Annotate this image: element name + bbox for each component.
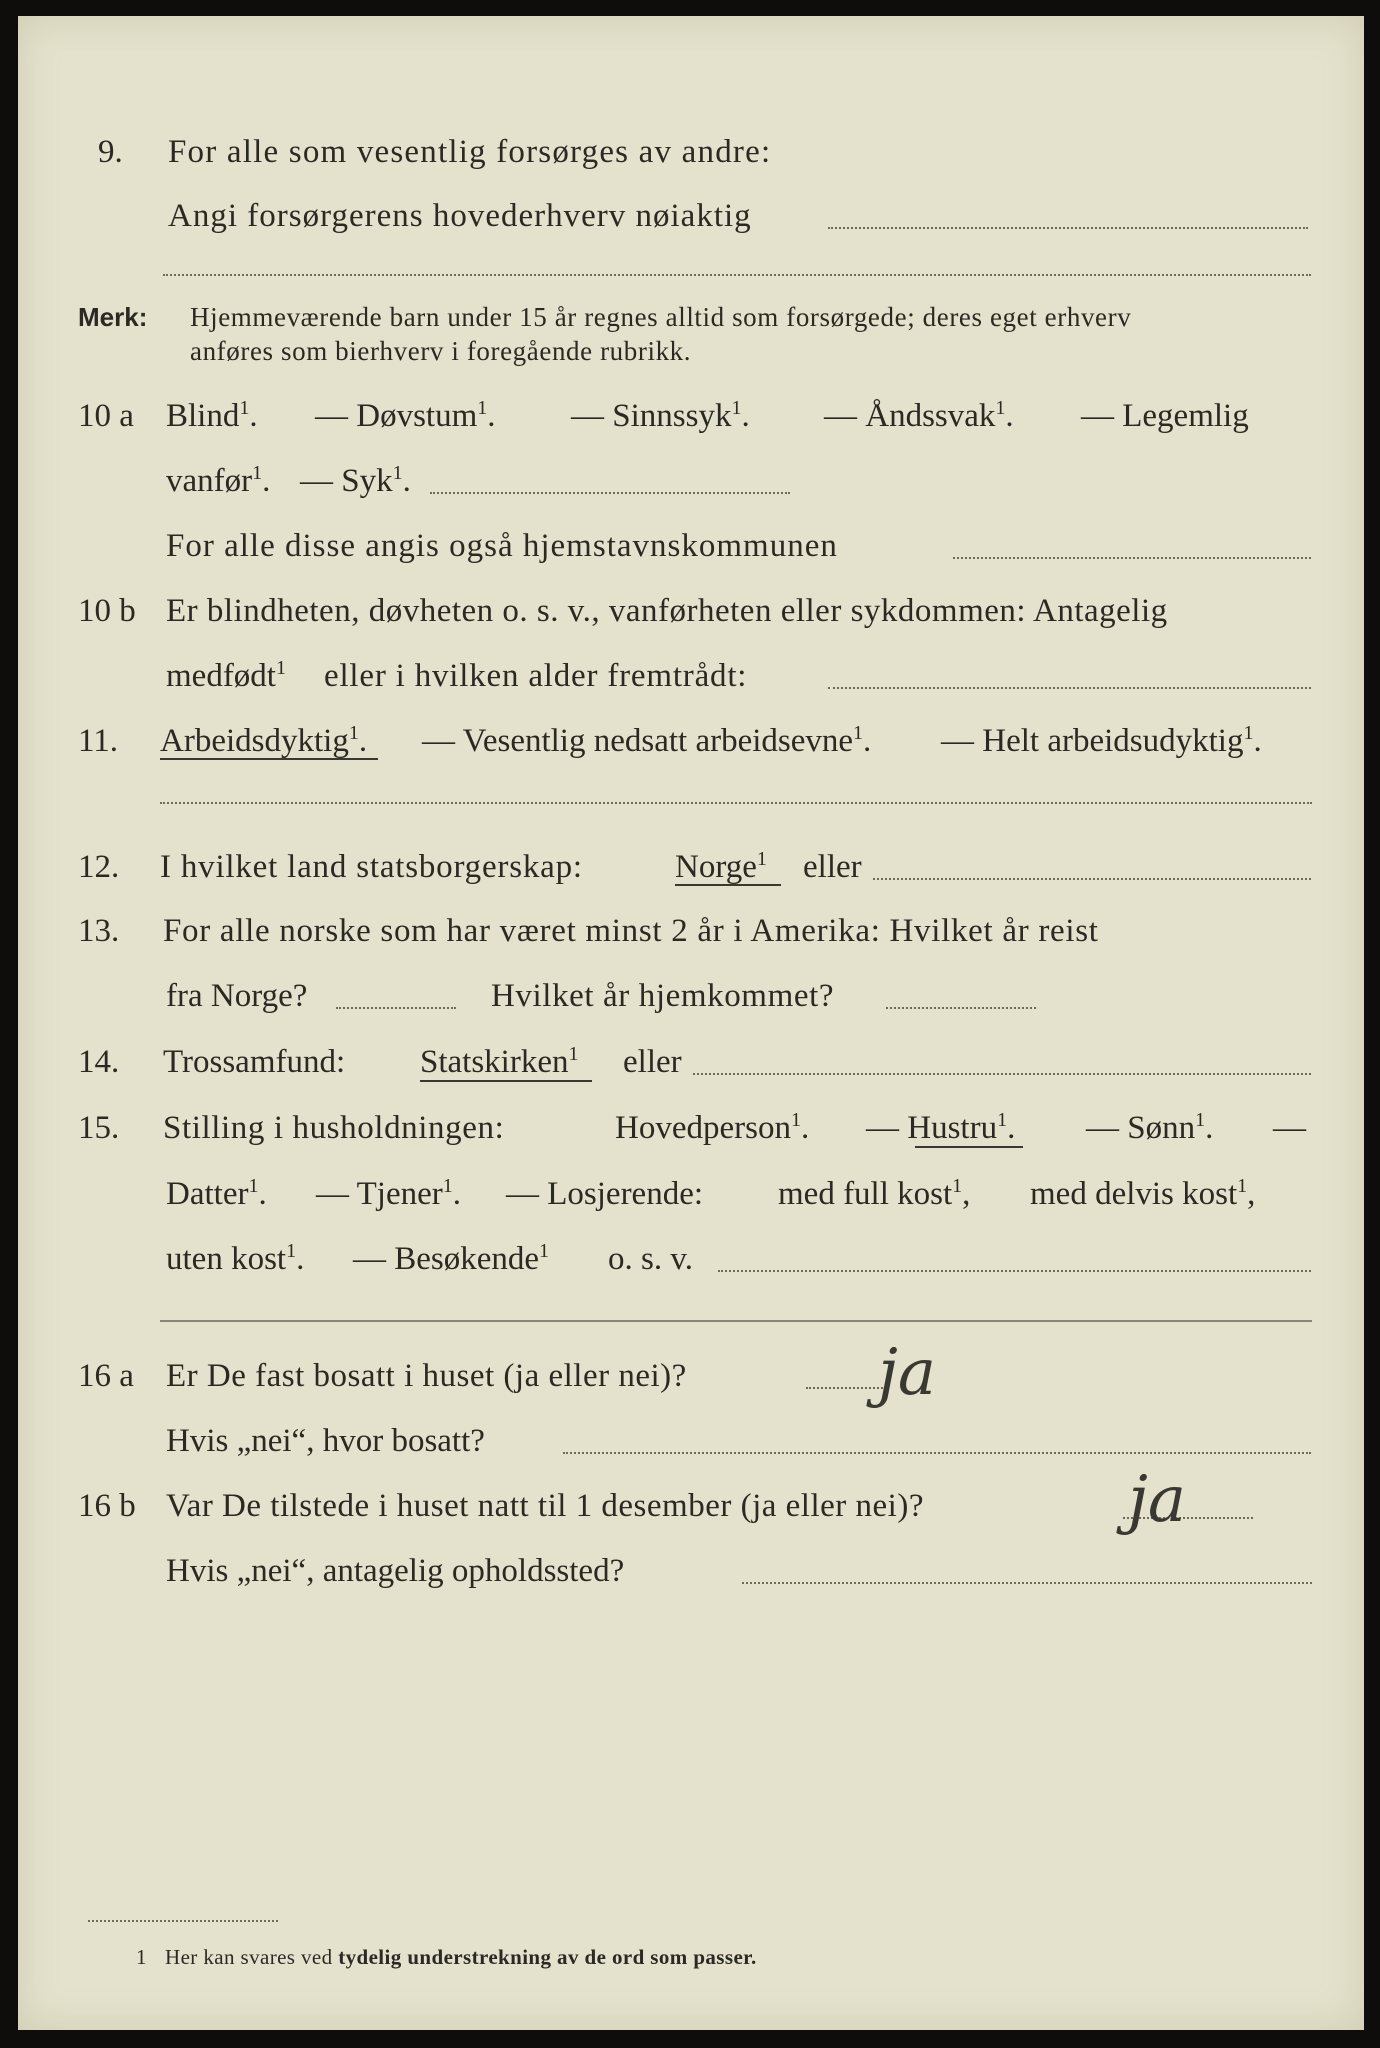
q10b-text-line2: eller i hvilken alder fremtrådt: xyxy=(324,658,748,694)
q10a-line2 xyxy=(18,456,1364,506)
q14-line xyxy=(18,1037,1364,1087)
q16b-line2 xyxy=(18,1546,1364,1596)
q15-answer-line[interactable] xyxy=(718,1270,1311,1272)
q16a-line1 xyxy=(18,1351,1364,1401)
q11-vesentlig: — Vesentlig nedsatt arbeidsevne$^1$. xyxy=(422,722,872,759)
q16b-text-line1: Var De tilstede i huset natt til 1 desember (ja eller nei)? xyxy=(166,1488,924,1524)
q15-number: 15. xyxy=(78,1110,120,1146)
q16a-handwritten-answer: ja xyxy=(878,1336,936,1410)
q15-hustru: — Hustru$^1$. xyxy=(866,1109,1016,1146)
q9-text-line2: Angi forsørgerens hovederhverv nøiaktig xyxy=(168,198,752,234)
q15-stilling: Stilling i husholdningen: xyxy=(163,1110,505,1146)
q16b-handwritten-answer: ja xyxy=(1128,1463,1186,1537)
q11-helt: — Helt arbeidsudyktig$^1$. xyxy=(941,722,1262,759)
q12-norge: Norge$^1$ xyxy=(675,848,767,885)
q10a-syk-answer-line[interactable] xyxy=(430,492,790,494)
q10b-line1 xyxy=(18,586,1364,636)
census-form-page xyxy=(18,16,1364,2030)
q9-line1 xyxy=(18,127,1364,177)
q10a-blind: Blind$^1$. xyxy=(166,397,258,434)
q10a-line3 xyxy=(18,521,1364,571)
q10a-andssvak: — Åndssvak$^1$. xyxy=(824,397,1014,434)
q13-line2 xyxy=(18,971,1364,1021)
q10a-sinnssyk: — Sinnssyk$^1$. xyxy=(571,397,750,434)
q10a-vanfor: vanfør$^1$. xyxy=(166,462,271,499)
q9-line2 xyxy=(18,191,1364,241)
q13-hjemkommet-answer-line[interactable] xyxy=(886,1007,1036,1009)
q15-datter: Datter$^1$. xyxy=(166,1175,267,1212)
q10a-hjemstavn-answer-line[interactable] xyxy=(953,557,1311,559)
q13-hjemkommet: Hvilket år hjemkommet? xyxy=(491,978,835,1014)
footnote-rule xyxy=(88,1920,278,1922)
q16a-number: 16 a xyxy=(78,1358,134,1394)
q15-line2 xyxy=(18,1169,1364,1219)
q11-arbeidsdyktig: Arbeidsdyktig$^1$. xyxy=(160,722,368,759)
q10a-number: 10 a xyxy=(78,398,134,434)
q15-hustru-underline xyxy=(915,1146,1023,1148)
q9-number: 9. xyxy=(98,134,123,170)
q14-answer-line[interactable] xyxy=(693,1073,1311,1075)
q11-number: 11. xyxy=(78,723,119,759)
q15-line1 xyxy=(18,1103,1364,1153)
q16a-line2 xyxy=(18,1416,1364,1466)
q12-text: I hvilket land statsborgerskap: xyxy=(160,849,583,885)
q9-answer-line2[interactable] xyxy=(163,274,1311,276)
q12-eller: eller xyxy=(803,849,862,885)
q13-text-line1: For alle norske som har været minst 2 år i Amerika: Hvilket år reist xyxy=(163,913,1099,949)
q15-sonn: — Sønn$^1$. xyxy=(1086,1109,1214,1146)
q15-losjerende: — Losjerende: xyxy=(506,1176,704,1212)
q13-line1 xyxy=(18,906,1364,956)
q16a-text-line1: Er De fast bosatt i huset (ja eller nei)? xyxy=(166,1358,687,1394)
footnote-mark: 1 xyxy=(136,1945,147,1969)
q10b-line2 xyxy=(18,651,1364,701)
q15-hovedperson: Hovedperson$^1$. xyxy=(615,1109,810,1146)
footnote-text: Her kan svares ved tydelig understrekning av de ord som passer. xyxy=(165,1945,757,1969)
q10a-legemlig: — Legemlig xyxy=(1081,398,1249,434)
q14-eller: eller xyxy=(623,1044,682,1080)
q13-reist-answer-line[interactable] xyxy=(336,1007,456,1009)
q9-text-line1: For alle som vesentlig forsørges av andre: xyxy=(168,134,772,170)
q10b-text-line1: Er blindheten, døvheten o. s. v., vanførheten eller sykdommen: Antagelig xyxy=(166,593,1168,629)
q11-answer-line[interactable] xyxy=(160,802,1312,804)
q14-statskirken: Statskirken$^1$ xyxy=(420,1043,579,1080)
q10a-syk: — Syk$^1$. xyxy=(300,462,411,499)
q10b-number: 10 b xyxy=(78,593,136,629)
footnote xyxy=(18,1939,1364,1975)
q15-osv: o. s. v. xyxy=(608,1241,693,1277)
q10b-answer-line[interactable] xyxy=(828,687,1311,689)
merk-text-line2: anføres som bierhverv i foregående rubrikk. xyxy=(190,336,692,366)
q14-statskirken-underline xyxy=(420,1080,592,1082)
q12-norge-underline xyxy=(675,884,781,886)
q16b-opholdssted-answer-line[interactable] xyxy=(742,1582,1312,1584)
q16a-text-line2: Hvis „nei“, hvor bosatt? xyxy=(166,1423,485,1459)
q15-tjener: — Tjener$^1$. xyxy=(316,1175,462,1212)
q10a-line1 xyxy=(18,391,1364,441)
q15-full-kost: med full kost$^1$, xyxy=(778,1175,971,1212)
q10a-text-line3: For alle disse angis også hjemstavnskommunen xyxy=(166,528,838,564)
q10b-medfodt: medfødt$^1$ xyxy=(166,657,286,694)
q16a-bosatt-answer-line[interactable] xyxy=(563,1452,1311,1454)
q15-line3 xyxy=(18,1234,1364,1284)
q9-answer-line[interactable] xyxy=(828,227,1308,229)
q12-answer-line[interactable] xyxy=(873,878,1311,880)
merk-line2 xyxy=(18,331,1364,371)
q12-number: 12. xyxy=(78,849,120,885)
q15-uten-kost: uten kost$^1$. xyxy=(166,1240,305,1277)
q14-number: 14. xyxy=(78,1044,120,1080)
q11-arbeidsdyktig-underline xyxy=(160,758,378,760)
q13-fra-norge: fra Norge? xyxy=(166,978,308,1014)
q16b-text-line2: Hvis „nei“, antagelig opholdssted? xyxy=(166,1553,625,1589)
q10a-dovstum: — Døvstum$^1$. xyxy=(315,397,496,434)
q15-dash: — xyxy=(1273,1110,1306,1146)
merk-label: Merk: xyxy=(78,302,148,332)
q13-number: 13. xyxy=(78,913,120,949)
q16b-number: 16 b xyxy=(78,1488,136,1524)
q15-besokende: — Besøkende$^1$ xyxy=(353,1240,550,1277)
q16a-answer-line[interactable] xyxy=(806,1387,886,1389)
section-divider xyxy=(160,1320,1312,1322)
merk-text-line1: Hjemmeværende barn under 15 år regnes alltid som forsørgede; deres eget erhverv xyxy=(190,302,1132,332)
q15-delvis-kost: med delvis kost$^1$, xyxy=(1030,1175,1256,1212)
q14-text: Trossamfund: xyxy=(163,1044,346,1080)
